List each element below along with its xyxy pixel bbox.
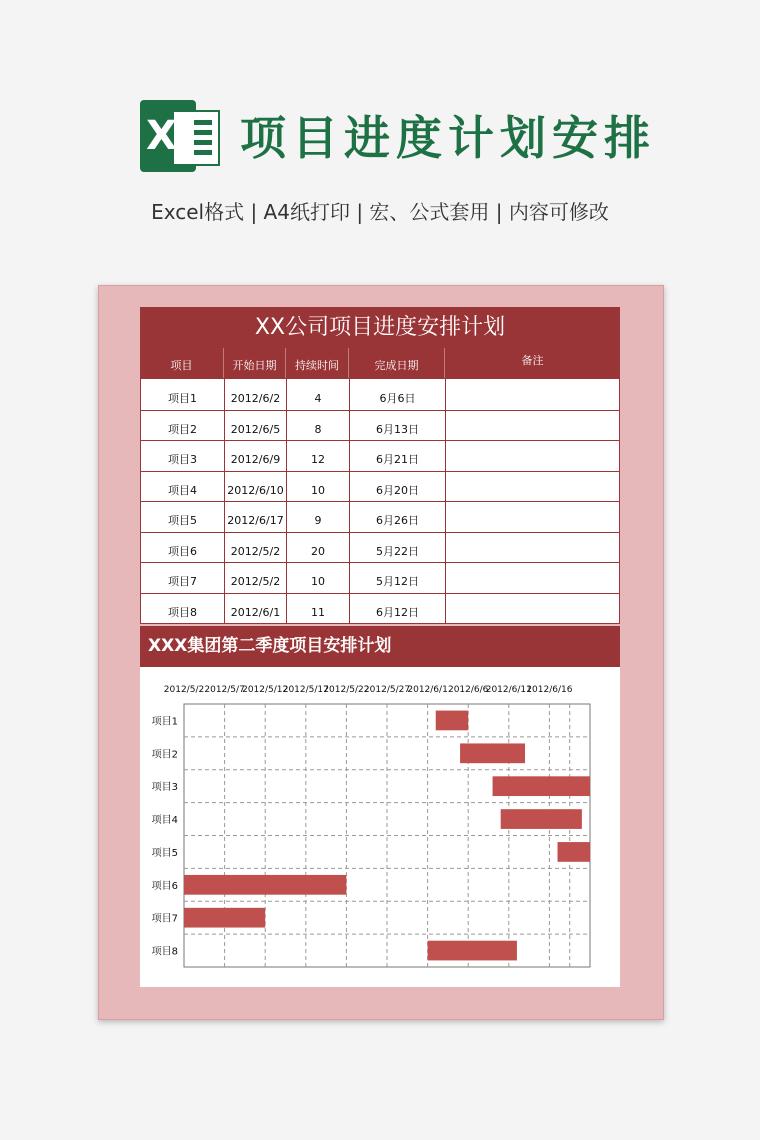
cell-project: 项目4 [141, 471, 225, 502]
cell-end-date: 6月20日 [350, 471, 446, 502]
excel-icon-sheet [172, 110, 220, 166]
cell-project: 项目3 [141, 440, 225, 471]
x-tick-label: 2012/6/1 [407, 685, 448, 695]
table-row [141, 562, 619, 594]
gantt-bar [558, 842, 590, 862]
header-end-date: 完成日期 [349, 348, 445, 378]
cell-duration: 12 [287, 440, 350, 471]
x-tick-label: 2012/5/2 [163, 685, 205, 695]
cell-project: 项目8 [141, 593, 225, 624]
gantt-bar [428, 941, 517, 961]
header-project: 项目 [140, 348, 224, 378]
table-row [141, 501, 619, 533]
table-row [141, 471, 619, 503]
page-title: 项目进度计划安排 [240, 111, 656, 165]
cell-project: 项目1 [141, 379, 225, 410]
cell-duration: 20 [287, 532, 350, 563]
excel-icon-letter: X [146, 113, 177, 159]
cell-notes[interactable] [446, 562, 619, 593]
x-tick-label: 2012/6/11 [485, 685, 532, 695]
cell-notes[interactable] [446, 593, 619, 624]
cell-duration: 11 [287, 593, 350, 624]
cell-end-date: 5月22日 [350, 532, 446, 563]
x-tick-label: 2012/6/16 [526, 685, 573, 695]
y-category-label: 项目3 [151, 782, 178, 794]
cell-start-date: 2012/5/2 [225, 532, 287, 563]
gantt-bar [184, 908, 265, 928]
x-tick-label: 2012/5/17 [282, 685, 329, 695]
cell-duration: 8 [287, 410, 350, 441]
cell-project: 项目7 [141, 562, 225, 593]
gantt-bar [460, 743, 525, 763]
gantt-bar [436, 711, 468, 731]
table-row [141, 440, 619, 472]
y-category-label: 项目1 [151, 716, 178, 728]
cell-end-date: 6月26日 [350, 501, 446, 532]
cell-start-date: 2012/5/2 [225, 562, 287, 593]
y-category-label: 项目5 [151, 847, 178, 859]
cell-end-date: 6月6日 [350, 379, 446, 410]
gantt-chart-svg [140, 667, 620, 987]
cell-duration: 9 [287, 501, 350, 532]
header-start-date: 开始日期 [224, 348, 286, 378]
x-tick-label: 2012/5/12 [242, 685, 289, 695]
gantt-bar [184, 875, 346, 895]
table-body [140, 378, 620, 624]
cell-end-date: 6月13日 [350, 410, 446, 441]
header-notes: 备注 [521, 354, 544, 367]
y-category-label: 项目7 [151, 913, 178, 925]
excel-icon [140, 100, 220, 172]
header-duration: 持续时间 [286, 348, 349, 378]
gantt-bar [501, 809, 582, 829]
cell-notes[interactable] [446, 440, 619, 471]
cell-notes[interactable] [446, 532, 619, 563]
cell-start-date: 2012/6/9 [225, 440, 287, 471]
table-row [141, 593, 619, 624]
x-tick-label: 2012/6/6 [447, 685, 489, 695]
table-row [141, 532, 619, 564]
cell-notes[interactable] [446, 501, 619, 532]
cell-start-date: 2012/6/5 [225, 410, 287, 441]
y-category-label: 项目6 [151, 880, 178, 892]
cell-end-date: 6月12日 [350, 593, 446, 624]
table-row [141, 410, 619, 442]
y-category-label: 项目2 [151, 749, 178, 761]
gantt-chart [140, 667, 620, 987]
cell-end-date: 6月21日 [350, 440, 446, 471]
x-tick-label: 2012/5/22 [323, 685, 370, 695]
cell-start-date: 2012/6/10 [225, 471, 287, 502]
cell-project: 项目6 [141, 532, 225, 563]
cell-start-date: 2012/6/17 [225, 501, 287, 532]
cell-notes[interactable] [446, 379, 619, 410]
cell-notes[interactable] [446, 471, 619, 502]
cell-notes[interactable] [446, 410, 619, 441]
cell-duration: 10 [287, 471, 350, 502]
y-category-label: 项目8 [151, 946, 178, 958]
table-title: XX公司项目进度安排计划 [140, 307, 620, 348]
table-header [140, 348, 620, 378]
x-tick-label: 2012/5/27 [363, 685, 411, 695]
cell-duration: 10 [287, 562, 350, 593]
page-subtitle: Excel格式 | A4纸打印 | 宏、公式套用 | 内容可修改 [151, 200, 609, 224]
cell-end-date: 5月12日 [350, 562, 446, 593]
table-row [141, 379, 619, 411]
cell-project: 项目5 [141, 501, 225, 532]
cell-duration: 4 [287, 379, 350, 410]
y-category-label: 项目4 [151, 815, 178, 827]
gantt-bar [493, 776, 590, 796]
chart-title: XXX集团第二季度项目安排计划 [140, 626, 620, 667]
cell-project: 项目2 [141, 410, 225, 441]
cell-start-date: 2012/6/2 [225, 379, 287, 410]
cell-start-date: 2012/6/1 [225, 593, 287, 624]
x-tick-label: 2012/5/7 [204, 685, 245, 695]
